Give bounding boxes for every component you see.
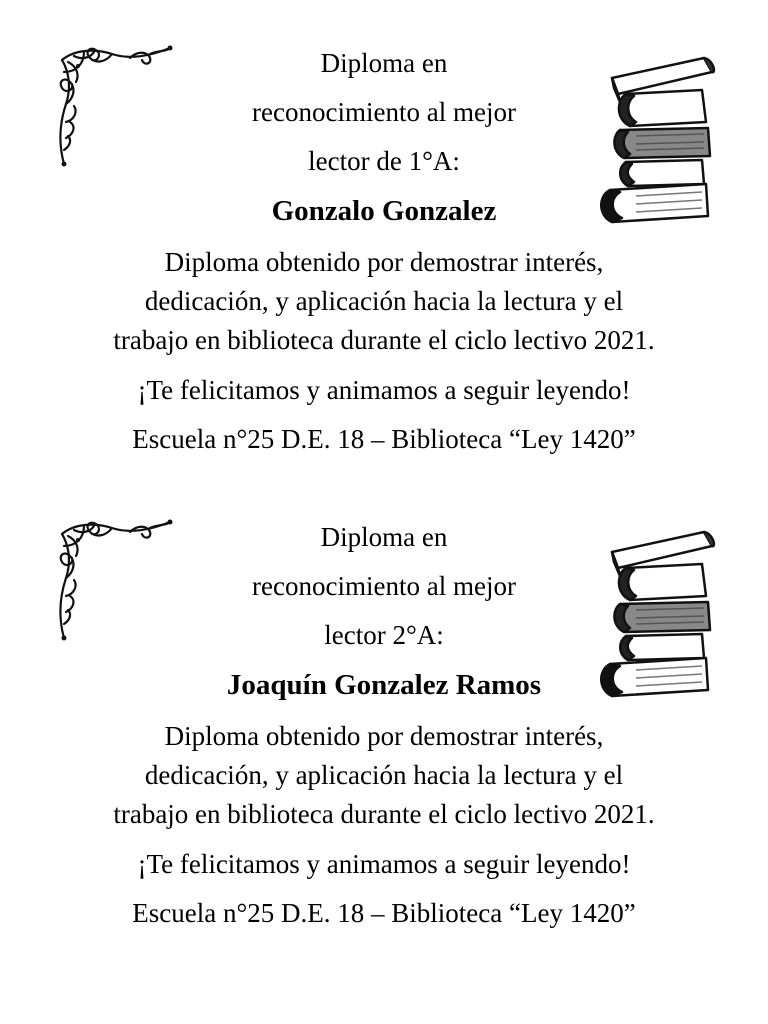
- body-line-2: dedicación, y aplicación hacia la lectura y el: [144, 760, 624, 790]
- body-line-3: trabajo en biblioteca durante el ciclo lectivo 2021.: [113, 799, 655, 829]
- diploma-title-line-2: reconocimiento al mejor: [252, 97, 516, 127]
- diploma-title-line-1: Diploma en: [320, 522, 448, 552]
- diploma-title-line-3: lector 2°A:: [324, 620, 444, 650]
- recipient-name: Gonzalo Gonzalez: [271, 195, 497, 227]
- congrats-line: ¡Te felicitamos y animamos a seguir leyendo!: [137, 375, 631, 405]
- school-line: Escuela n°25 D.E. 18 – Biblioteca “Ley 1420”: [132, 424, 636, 454]
- body-line-3: trabajo en biblioteca durante el ciclo lectivo 2021.: [113, 325, 655, 355]
- recipient-name: Joaquín Gonzalez Ramos: [226, 669, 542, 701]
- diploma-card-2: [0, 474, 768, 944]
- body-line-1: Diploma obtenido por demostrar interés,: [164, 721, 604, 751]
- diploma-title-line-3: lector de 1°A:: [308, 146, 460, 176]
- diploma-title-line-2: reconocimiento al mejor: [252, 571, 516, 601]
- congrats-line: ¡Te felicitamos y animamos a seguir leyendo!: [137, 849, 631, 879]
- body-line-1: Diploma obtenido por demostrar interés,: [164, 247, 604, 277]
- school-line: Escuela n°25 D.E. 18 – Biblioteca “Ley 1420”: [132, 898, 636, 928]
- diploma-title-line-1: Diploma en: [320, 48, 448, 78]
- diploma-card-1: [0, 0, 768, 470]
- body-line-2: dedicación, y aplicación hacia la lectura y el: [144, 286, 624, 316]
